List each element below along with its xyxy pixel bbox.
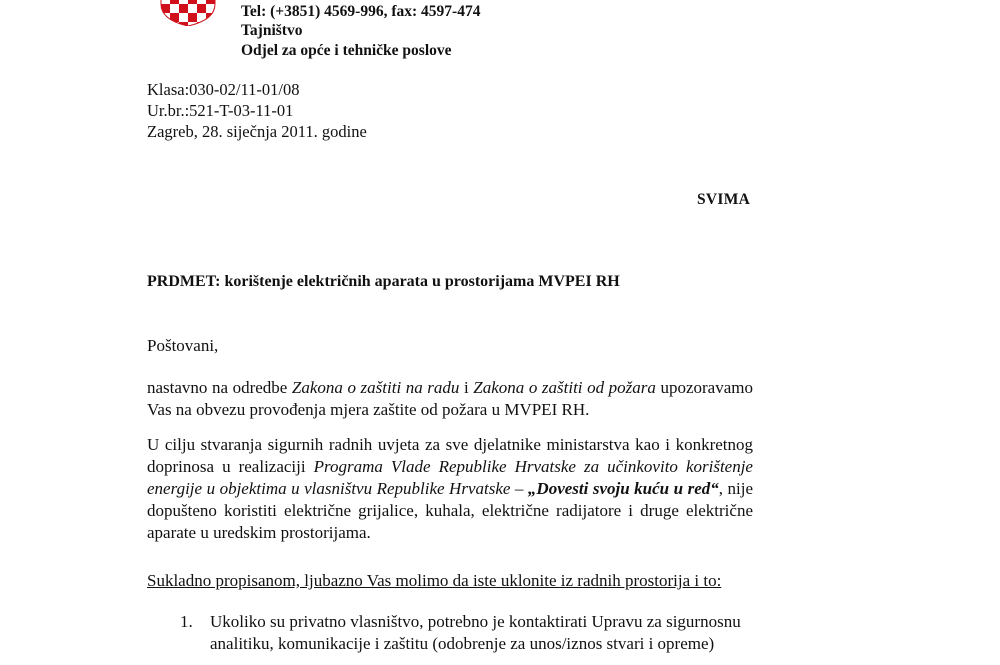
program-slogan: „Dovesti svoju kuću u red“ xyxy=(523,479,719,498)
paragraph-1: nastavno na odredbe Zakona o zaštiti na radu i Zakona o zaštiti od požara upozoravamo Vas na obvezu provođenja mjera zaštite od požara u MVPEI RH. xyxy=(147,378,753,419)
law-fire-safety: Zakona o zaštiti od požara xyxy=(473,378,656,397)
subject-line: PRDMET: korištenje električnih aparata u prostorijama MVPEI RH xyxy=(147,273,620,290)
urbr-line: Ur.br.:521-T-03-11-01 xyxy=(147,101,294,120)
greeting: Poštovani, xyxy=(147,336,219,355)
date-line: Zagreb, 28. siječnja 2011. godine xyxy=(147,122,367,141)
header-contact: Tel: (+3851) 4569-996, fax: 4597-474 xyxy=(241,3,481,20)
croatian-checkerboard-icon xyxy=(160,0,216,26)
list-text: Ukoliko su privatno vlasništvo, potrebno je kontaktirati Upravu za sigurnosnu analitiku, komunikacije i zaštitu (odobrenje za unos/iznos stvari i opreme) xyxy=(210,612,741,653)
request-line: Sukladno propisanom, ljubazno Vas molimo da iste uklonite iz radnih prostorija i to: xyxy=(147,571,722,590)
recipient: SVIMA xyxy=(697,191,751,208)
government-program: Programa Vlade Republike Hrvatske za učinkovito korištenje energije u objektima u vlasništvu Republike Hrvatske – xyxy=(147,457,753,498)
paragraph-2: U cilju stvaranja sigurnih radnih uvjeta za sve djelatnike ministarstva kao i konkretnog doprinosa u realizaciji Programa Vlade Republike Hrvatske za učinkovito korištenje energije u objektima u vlasništvu Republike Hrvatske – „Dovesti svoju kuću u red“, nije dopušteno koristiti električne grijalice, kuhala, električne radijatore i druge električne aparate u uredskim prostorijama. xyxy=(147,435,753,542)
header-department: Odjel za opće i tehničke poslove xyxy=(241,42,452,59)
header-office: Tajništvo xyxy=(241,22,303,39)
list-number: 1. xyxy=(180,612,193,631)
klasa-line: Klasa:030-02/11-01/08 xyxy=(147,80,300,99)
law-work-safety: Zakona o zaštiti na radu xyxy=(291,378,460,397)
